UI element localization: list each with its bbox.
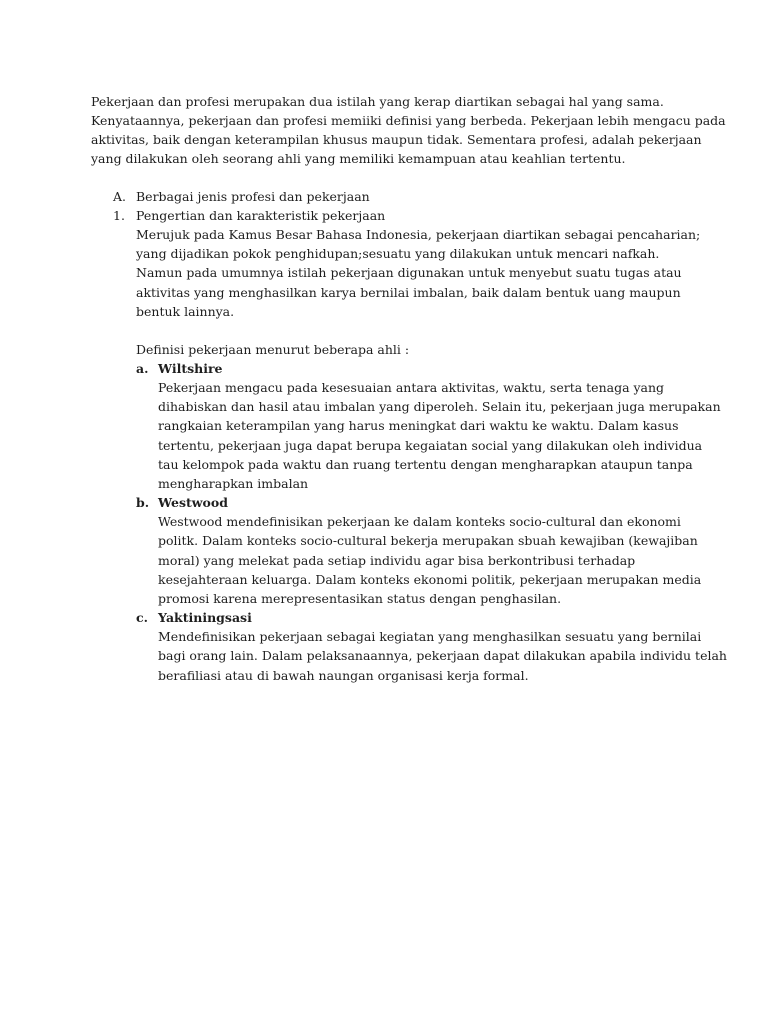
expert-marker: a. — [136, 361, 149, 376]
section-1-line: Namun pada umumnya istilah pekerjaan digunakan untuk menyebut suatu tugas atau — [136, 265, 682, 280]
section-1-line: aktivitas yang menghasilkan karya bernilai imbalan, baik dalam bentuk uang maupun — [136, 285, 681, 300]
expert-name: Westwood — [158, 495, 228, 510]
expert-line: tau kelompok pada waktu dan ruang tertentu dengan mengharapkan ataupun tanpa — [158, 457, 693, 472]
section-1-line: bentuk lainnya. — [136, 304, 235, 319]
intro-line: yang dilakukan oleh seorang ahli yang memiliki kemampuan atau keahlian tertentu. — [91, 151, 626, 166]
intro-line: Pekerjaan dan profesi merupakan dua istilah yang kerap diartikan sebagai hal yang sama. — [91, 94, 664, 109]
expert-name: Wiltshire — [158, 361, 223, 376]
expert-marker: c. — [136, 610, 148, 625]
expert-line: rangkaian keterampilan yang harus meningkat dari waktu ke waktu. Dalam kasus — [158, 418, 679, 433]
section-1-line: Merujuk pada Kamus Besar Bahasa Indonesia, pekerjaan diartikan sebagai pencaharian; — [136, 227, 701, 242]
expert-line: moral) yang melekat pada setiap individu agar bisa berkontribusi terhadap — [158, 553, 636, 568]
expert-line: mengharapkan imbalan — [158, 476, 309, 491]
intro-line: aktivitas, baik dengan keterampilan khusus maupun tidak. Sementara profesi, adalah pekerjaan — [91, 132, 702, 147]
expert-line: dihabiskan dan hasil atau imbalan yang diperoleh. Selain itu, pekerjaan juga merupakan — [158, 399, 721, 414]
expert-line: Westwood mendefinisikan pekerjaan ke dalam konteks socio-cultural dan ekonomi — [158, 514, 681, 529]
section-1-line: yang dijadikan pokok penghidupan;sesuatu yang dilakukan untuk mencari nafkah. — [136, 246, 660, 261]
section-1-title: Pengertian dan karakteristik pekerjaan — [136, 208, 386, 223]
expert-line: Mendefinisikan pekerjaan sebagai kegiatan yang menghasilkan sesuatu yang bernilai — [158, 629, 702, 644]
section-1-marker: 1. — [113, 208, 125, 223]
section-a-marker: A. — [113, 189, 127, 204]
expert-line: kesejahteraan keluarga. Dalam konteks ekonomi politik, pekerjaan merupakan media — [158, 572, 702, 587]
expert-line: promosi karena merepresentasikan status dengan penghasilan. — [158, 591, 562, 606]
definitions-intro: Definisi pekerjaan menurut beberapa ahli : — [136, 342, 410, 357]
expert-name: Yaktiningsasi — [158, 610, 252, 625]
expert-marker: b. — [136, 495, 150, 510]
expert-line: politk. Dalam konteks socio-cultural bekerja merupakan sbuah kewajiban (kewajiban — [158, 533, 698, 548]
intro-line: Kenyataannya, pekerjaan dan profesi memiiki definisi yang berbeda. Pekerjaan lebih mengacu pada — [91, 113, 726, 128]
expert-line: tertentu, pekerjaan juga dapat berupa kegaiatan social yang dilakukan oleh individua — [158, 438, 703, 453]
expert-line: berafiliasi atau di bawah naungan organisasi kerja formal. — [158, 668, 529, 683]
section-a-title: Berbagai jenis profesi dan pekerjaan — [136, 189, 370, 204]
expert-line: bagi orang lain. Dalam pelaksanaannya, pekerjaan dapat dilakukan apabila individu telah — [158, 648, 727, 663]
expert-line: Pekerjaan mengacu pada kesesuaian antara aktivitas, waktu, serta tenaga yang — [158, 380, 665, 395]
